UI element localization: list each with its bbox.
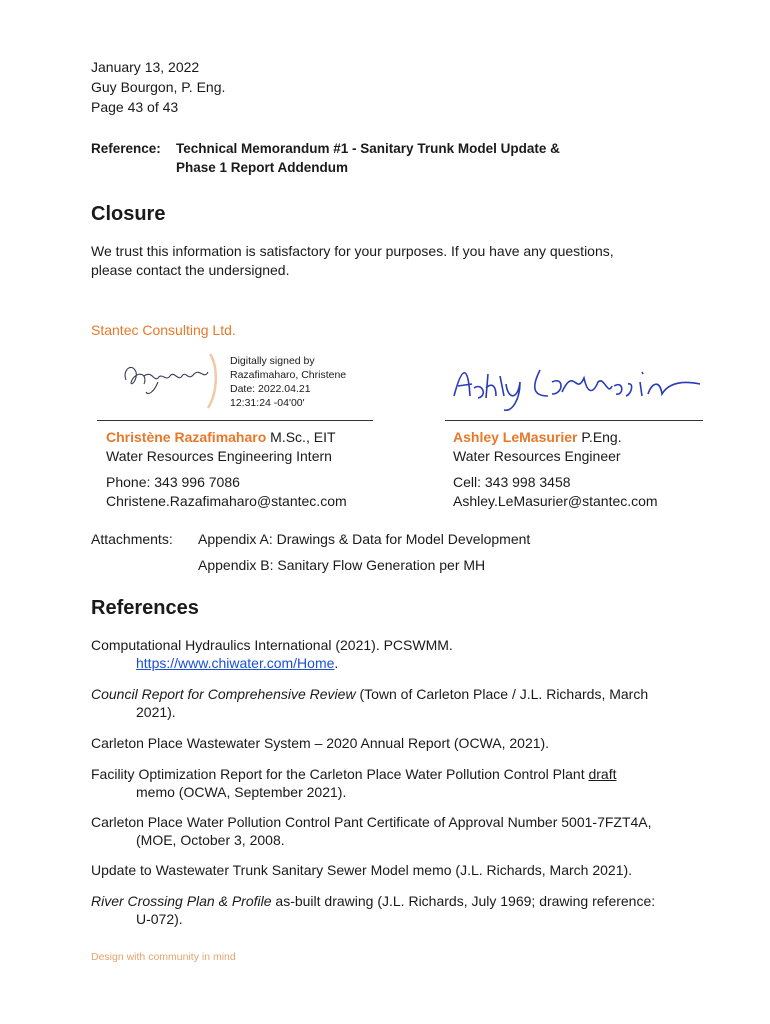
reference-text: memo (OCWA, September 2021).: [136, 784, 347, 800]
digital-signature-line1: Digitally signed by: [230, 355, 315, 367]
letter-date: January 13, 2022: [91, 59, 200, 75]
reference-italic-title: River Crossing Plan & Profile: [91, 893, 272, 909]
reference-italic-title: Council Report for Comprehensive Review: [91, 686, 356, 702]
reference-item: [91, 861, 706, 879]
signatory-title: Water Resources Engineer: [453, 448, 621, 464]
closure-heading: Closure: [91, 203, 166, 225]
signatory-email: Ashley.LeMasurier@stantec.com: [453, 493, 658, 509]
reference-text: .: [334, 655, 339, 671]
signature-ashley: [448, 356, 706, 416]
reference-item: [91, 734, 706, 752]
signatory-ashley: [453, 428, 658, 511]
reference-text: Carleton Place Water Pollution Control Pant Certificate of Approval Number 5001-7FZT4A,: [91, 814, 652, 830]
signatory-title: Water Resources Engineering Intern: [106, 448, 332, 464]
recipient-name: Guy Bourgon, P. Eng.: [91, 79, 226, 95]
reference-text: Computational Hydraulics International (2021). PCSWMM.: [91, 637, 453, 653]
reference-text: U-072).: [136, 911, 183, 927]
signatory-name: Ashley LeMasurier: [453, 429, 578, 445]
reference-title-line2: Phase 1 Report Addendum: [176, 160, 349, 175]
closure-line2: please contact the undersigned.: [91, 262, 290, 278]
signatory-credentials: P.Eng.: [577, 429, 622, 445]
digital-signature-line3: Date: 2022.04.21: [230, 383, 311, 395]
reference-item: [91, 685, 706, 721]
reference-text: 2021).: [136, 704, 176, 720]
signatory-phone: Phone: 343 996 7086: [106, 474, 240, 490]
chiwater-link[interactable]: https://www.chiwater.com/Home: [136, 655, 335, 671]
signatory-email: Christene.Razafimaharo@stantec.com: [106, 493, 347, 509]
signature-line-left: [97, 420, 373, 421]
reference-item: [91, 765, 706, 801]
reference-block: [91, 139, 560, 177]
company-name: Stantec Consulting Ltd.: [91, 322, 236, 338]
reference-text: Carleton Place Wastewater System – 2020 Annual Report (OCWA, 2021).: [91, 735, 550, 751]
reference-underlined-word: draft: [588, 766, 617, 782]
reference-label: Reference:: [91, 141, 161, 156]
signature-christene: [118, 352, 213, 400]
attachments-label: Attachments:: [91, 531, 173, 547]
closure-line1: We trust this information is satisfactory for your purposes. If you have any questions,: [91, 243, 614, 259]
references-heading: References: [91, 597, 199, 619]
digital-signature-line2: Razafimaharo, Christene: [230, 369, 347, 381]
reference-item: [91, 636, 706, 672]
attachment-item: Appendix A: Drawings & Data for Model Development: [198, 531, 531, 547]
reference-item: [91, 892, 706, 928]
reference-title-line1: Technical Memorandum #1 - Sanitary Trunk Model Update &: [176, 141, 560, 156]
attachment-item: Appendix B: Sanitary Flow Generation per MH: [198, 557, 486, 573]
signatory-christene: [106, 428, 347, 511]
footer-tagline: Design with community in mind: [91, 951, 236, 963]
signatory-phone: Cell: 343 998 3458: [453, 474, 571, 490]
reference-text: (Town of Carleton Place / J.L. Richards, March: [355, 686, 649, 702]
digital-signature-line4: 12:31:24 -04'00': [230, 397, 305, 409]
digital-signature-stamp-mark: [200, 352, 222, 412]
signature-line-right: [445, 420, 703, 421]
closure-paragraph: [91, 242, 614, 280]
reference-text: as-built drawing (J.L. Richards, July 1969; drawing reference:: [271, 893, 656, 909]
reference-item: [91, 813, 706, 849]
signatory-name: Christène Razafimaharo: [106, 429, 267, 445]
reference-text: (MOE, October 3, 2008.: [136, 832, 285, 848]
reference-text: Update to Wastewater Trunk Sanitary Sewer Model memo (J.L. Richards, March 2021).: [91, 862, 633, 878]
digital-signature-info: [230, 354, 346, 410]
reference-text: Facility Optimization Report for the Carleton Place Water Pollution Control Plant: [91, 766, 589, 782]
page-number: Page 43 of 43: [91, 99, 179, 115]
letter-header: [91, 57, 225, 117]
signatory-credentials: M.Sc., EIT: [266, 429, 336, 445]
